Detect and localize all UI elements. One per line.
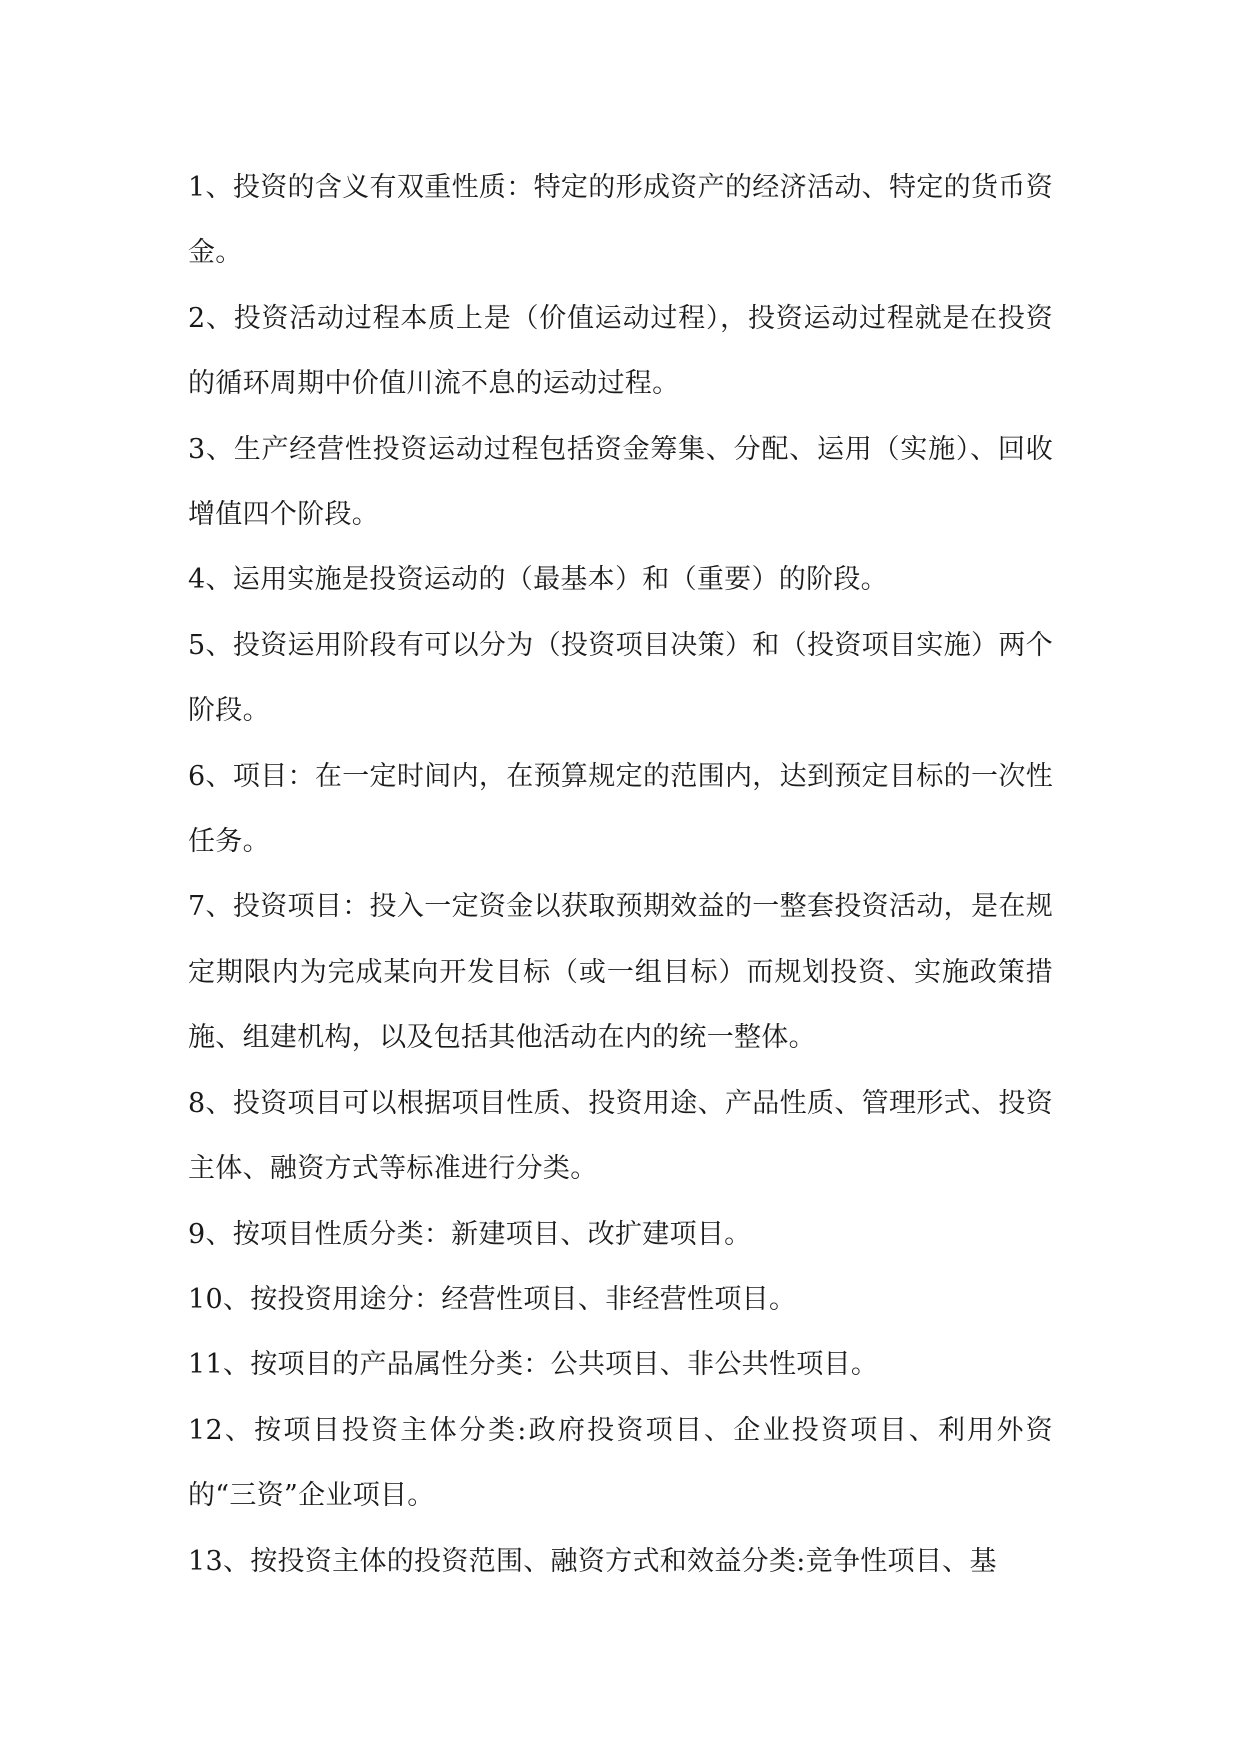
paragraph-7: 7、投资项目：投入一定资金以获取预期效益的一整套投资活动，是在规定期限内为完成某向开发目标（或一组目标）而规划投资、实施政策措施、组建机构，以及包括其他活动在内的统一整体。 <box>188 891 1053 1054</box>
paragraph-6: 6、项目：在一定时间内，在预算规定的范围内，达到预定目标的一次性任务。 <box>188 760 1053 858</box>
paragraph-4: 4、运用实施是投资运动的（最基本）和（重要）的阶段。 <box>188 564 888 596</box>
paragraph-10: 10、按投资用途分：经营性项目、非经营性项目。 <box>188 1283 797 1315</box>
paragraph-9: 9、按项目性质分类：新建项目、改扩建项目。 <box>188 1218 752 1250</box>
paragraph-5: 5、投资运用阶段有可以分为（投资项目决策）和（投资项目实施）两个阶段。 <box>188 629 1053 727</box>
paragraph-1: 1、投资的含义有双重性质：特定的形成资产的经济活动、特定的货币资金。 <box>188 172 1053 269</box>
paragraph-13: 13、按投资主体的投资范围、融资方式和效益分类:竞争性项目、基 <box>188 1545 997 1577</box>
paragraph-11: 11、按项目的产品属性分类：公共项目、非公共性项目。 <box>188 1349 879 1381</box>
paragraph-12: 12、按项目投资主体分类:政府投资项目、企业投资项目、利用外资的“三资”企业项目。 <box>188 1414 1053 1512</box>
paragraph-2: 2、投资活动过程本质上是（价值运动过程），投资运动过程就是在投资的循环周期中价值川流不息的运动过程。 <box>188 302 1053 400</box>
paragraph-8: 8、投资项目可以根据项目性质、投资用途、产品性质、管理形式、投资主体、融资方式等标准进行分类。 <box>188 1087 1053 1185</box>
document-body <box>188 155 1053 1594</box>
paragraph-3: 3、生产经营性投资运动过程包括资金筹集、分配、运用（实施）、回收增值四个阶段。 <box>188 433 1053 531</box>
